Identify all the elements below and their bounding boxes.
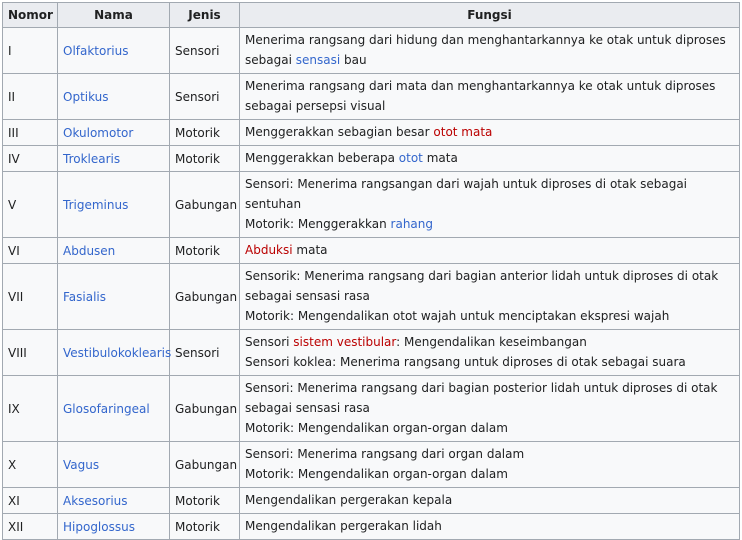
nerve-link[interactable]: Optikus	[63, 89, 109, 104]
nomor-cell: VII	[3, 264, 58, 330]
fungsi-text: Menggerakkan sebagian besar	[245, 125, 434, 139]
jenis-cell: Gabungan	[170, 264, 240, 330]
table-row	[3, 442, 740, 488]
fungsi-cell	[240, 514, 740, 540]
nomor-cell: I	[3, 28, 58, 74]
nomor-cell: IV	[3, 146, 58, 172]
table-row	[3, 238, 740, 264]
fungsi-text: bau	[340, 53, 367, 67]
fungsi-cell	[240, 172, 740, 238]
table-header-row	[3, 3, 740, 28]
fungsi-cell	[240, 120, 740, 146]
nama-cell	[58, 172, 170, 238]
fungsi-line: Sensori koklea: Menerima rangsang untuk diproses di otak sebagai suara	[245, 355, 686, 369]
fungsi-line: Sensorik: Menerima rangsang dari bagian anterior lidah untuk diproses di otak sebagai sensasi rasa	[245, 269, 719, 303]
fungsi-cell	[240, 264, 740, 330]
table-row	[3, 330, 740, 376]
fungsi-text: mata	[292, 243, 328, 257]
nama-cell	[58, 146, 170, 172]
fungsi-cell	[240, 330, 740, 376]
nomor-cell: V	[3, 172, 58, 238]
nama-cell	[58, 74, 170, 120]
header-jenis: Jenis	[170, 3, 240, 28]
fungsi-cell	[240, 74, 740, 120]
fungsi-line: Sensori: Menerima rangsang dari bagian posterior lidah untuk diproses di otak sebagai sensasi rasa	[245, 381, 718, 415]
nama-cell	[58, 514, 170, 540]
nama-cell	[58, 376, 170, 442]
nerve-link[interactable]: Vagus	[63, 457, 100, 472]
table-row	[3, 28, 740, 74]
nama-cell	[58, 238, 170, 264]
nama-cell	[58, 120, 170, 146]
nerve-link[interactable]: Vestibulokoklearis	[63, 345, 172, 360]
nerve-link[interactable]: Trigeminus	[63, 197, 129, 212]
table-row	[3, 172, 740, 238]
inline-link[interactable]: sensasi	[295, 53, 341, 67]
fungsi-cell	[240, 238, 740, 264]
nerve-link[interactable]: Olfaktorius	[63, 43, 129, 58]
nerve-link[interactable]: Troklearis	[63, 151, 121, 166]
fungsi-line: Motorik: Mengendalikan otot wajah untuk menciptakan ekspresi wajah	[245, 309, 670, 323]
nama-cell	[58, 264, 170, 330]
jenis-cell: Motorik	[170, 120, 240, 146]
fungsi-text: Menggerakkan beberapa	[245, 151, 399, 165]
inline-link[interactable]: rahang	[390, 217, 433, 231]
nomor-cell: IX	[3, 376, 58, 442]
table-row	[3, 264, 740, 330]
nomor-cell: VIII	[3, 330, 58, 376]
jenis-cell: Motorik	[170, 238, 240, 264]
fungsi-text: mata	[422, 151, 458, 165]
inline-link[interactable]: otot	[398, 151, 423, 165]
fungsi-cell	[240, 146, 740, 172]
jenis-cell: Sensori	[170, 330, 240, 376]
header-fungsi: Fungsi	[240, 3, 740, 28]
nomor-cell: III	[3, 120, 58, 146]
fungsi-text: Mengendalikan pergerakan kepala	[245, 493, 453, 507]
jenis-cell: Gabungan	[170, 376, 240, 442]
nerve-link[interactable]: Okulomotor	[63, 125, 134, 140]
nama-cell	[58, 442, 170, 488]
nama-cell	[58, 28, 170, 74]
header-nomor: Nomor	[3, 3, 58, 28]
fungsi-line: Motorik: Mengendalikan organ-organ dalam	[245, 467, 508, 481]
table-row	[3, 120, 740, 146]
jenis-cell: Sensori	[170, 74, 240, 120]
jenis-cell: Motorik	[170, 488, 240, 514]
table-row	[3, 146, 740, 172]
table-row	[3, 376, 740, 442]
fungsi-line	[245, 332, 734, 352]
jenis-cell: Gabungan	[170, 172, 240, 238]
nomor-cell: XI	[3, 488, 58, 514]
fungsi-line: Sensori: Menerima rangsang dari organ dalam	[245, 447, 525, 461]
fungsi-text: : Mengendalikan keseimbangan	[396, 335, 587, 349]
fungsi-cell	[240, 376, 740, 442]
fungsi-text: Motorik: Menggerakkan	[245, 217, 391, 231]
inline-link-new[interactable]: Abduksi	[245, 243, 293, 257]
fungsi-text: Menerima rangsang dari hidung dan menghantarkannya ke otak untuk diproses sebagai	[245, 33, 726, 67]
fungsi-text: Sensori	[245, 335, 294, 349]
nomor-cell: II	[3, 74, 58, 120]
nomor-cell: XII	[3, 514, 58, 540]
fungsi-cell	[240, 442, 740, 488]
jenis-cell: Motorik	[170, 514, 240, 540]
inline-link-new[interactable]: sistem vestibular	[293, 335, 397, 349]
table-row	[3, 74, 740, 120]
table-row	[3, 514, 740, 540]
nerve-link[interactable]: Aksesorius	[63, 493, 128, 508]
header-nama: Nama	[58, 3, 170, 28]
nama-cell	[58, 330, 170, 376]
fungsi-line: Motorik: Mengendalikan organ-organ dalam	[245, 421, 508, 435]
nomor-cell: X	[3, 442, 58, 488]
fungsi-text: Menerima rangsang dari mata dan menghantarkannya ke otak untuk diproses sebagai persepsi visual	[245, 79, 716, 113]
nerve-link[interactable]: Fasialis	[63, 289, 107, 304]
jenis-cell: Motorik	[170, 146, 240, 172]
jenis-cell: Gabungan	[170, 442, 240, 488]
fungsi-line: Sensori: Menerima rangsangan dari wajah untuk diproses di otak sebagai sentuhan	[245, 177, 688, 211]
fungsi-line	[245, 214, 734, 234]
nerve-link[interactable]: Abdusen	[63, 243, 116, 258]
nerve-link[interactable]: Glosofaringeal	[63, 401, 150, 416]
nomor-cell: VI	[3, 238, 58, 264]
jenis-cell: Sensori	[170, 28, 240, 74]
cranial-nerves-table	[2, 2, 740, 540]
nerve-link[interactable]: Hipoglossus	[63, 519, 135, 534]
inline-link-new[interactable]: otot mata	[433, 125, 493, 139]
fungsi-cell	[240, 28, 740, 74]
fungsi-text: Mengendalikan pergerakan lidah	[245, 519, 442, 533]
